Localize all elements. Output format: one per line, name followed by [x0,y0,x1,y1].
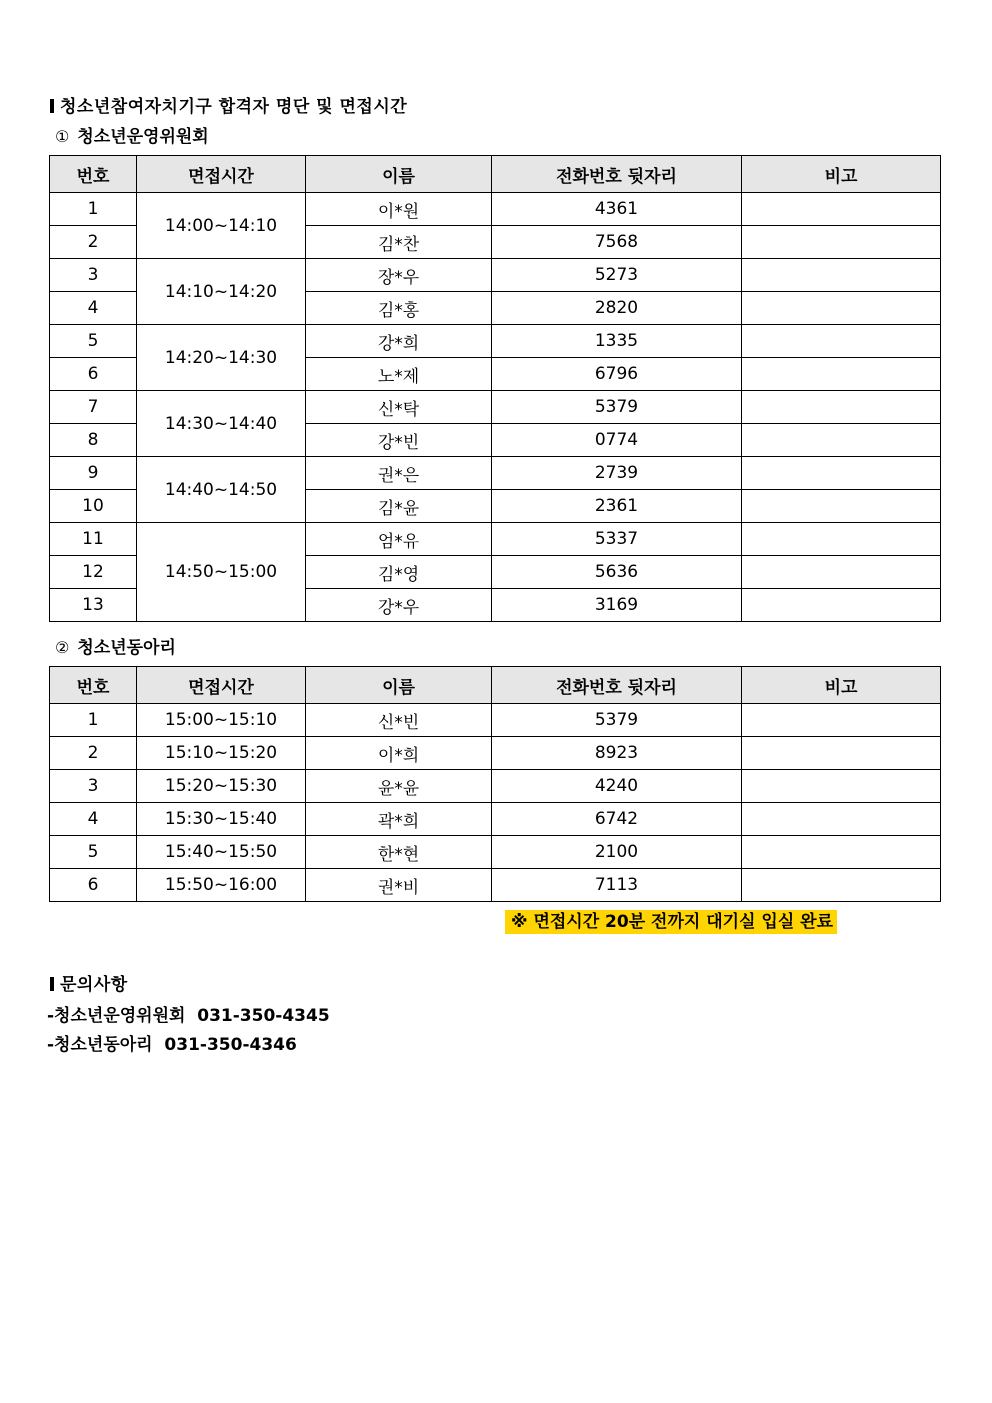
row-phone: 0774 [492,424,742,457]
section1-table [49,155,941,622]
page-title [50,92,407,117]
table-header-row [50,667,941,704]
row-note [742,193,941,226]
table-row [50,457,941,490]
interview-time: 14:10~14:20 [137,259,306,325]
row-phone: 2820 [492,292,742,325]
interview-time: 14:50~15:00 [137,523,306,622]
row-number: 4 [50,803,137,836]
row-note [742,737,941,770]
row-phone: 2739 [492,457,742,490]
row-number: 2 [50,226,137,259]
row-name: 장*우 [306,259,492,292]
header-note: 비고 [742,156,941,193]
interview-time: 15:30~15:40 [137,803,306,836]
section1-number: ① [55,127,70,146]
section2-table [49,666,941,902]
row-number: 1 [50,193,137,226]
interview-time: 14:00~14:10 [137,193,306,259]
row-phone: 7568 [492,226,742,259]
page-title-text: 청소년참여자치기구 합격자 명단 및 면접시간 [60,97,408,117]
row-number: 13 [50,589,137,622]
row-name: 김*영 [306,556,492,589]
interview-time: 15:10~15:20 [137,737,306,770]
row-phone: 5379 [492,704,742,737]
interview-time: 14:20~14:30 [137,325,306,391]
row-number: 6 [50,869,137,902]
section1-label: 청소년운영위원회 [77,127,209,147]
contact-line-committee: -청소년운영위원회 031-350-4345 [47,1006,330,1026]
row-note [742,259,941,292]
row-note [742,803,941,836]
table-row [50,869,941,902]
row-name: 이*희 [306,737,492,770]
interview-time: 15:20~15:30 [137,770,306,803]
row-phone: 4240 [492,770,742,803]
row-name: 이*원 [306,193,492,226]
row-phone: 5636 [492,556,742,589]
table-row [50,770,941,803]
row-name: 곽*희 [306,803,492,836]
row-note [742,391,941,424]
row-phone: 7113 [492,869,742,902]
header-time: 면접시간 [137,156,306,193]
row-number: 4 [50,292,137,325]
row-name: 김*윤 [306,490,492,523]
table-row [50,523,941,556]
table-row [50,704,941,737]
row-name: 김*찬 [306,226,492,259]
contact-line-club: -청소년동아리 031-350-4346 [47,1035,297,1055]
section2-label: 청소년동아리 [77,638,176,658]
header-phone: 전화번호 뒷자리 [492,667,742,704]
row-number: 5 [50,836,137,869]
row-phone: 8923 [492,737,742,770]
table-row [50,391,941,424]
header-number: 번호 [50,667,137,704]
row-number: 1 [50,704,137,737]
row-number: 7 [50,391,137,424]
row-phone: 1335 [492,325,742,358]
row-note [742,589,941,622]
row-number: 5 [50,325,137,358]
header-name: 이름 [306,667,492,704]
row-number: 3 [50,770,137,803]
row-name: 엄*유 [306,523,492,556]
row-number: 9 [50,457,137,490]
inquiry-title-text: 문의사항 [60,975,128,995]
row-note [742,226,941,259]
row-name: 권*비 [306,869,492,902]
notice-highlight: ※ 면접시간 20분 전까지 대기실 입실 완료 [505,910,837,934]
row-number: 6 [50,358,137,391]
table-row [50,325,941,358]
table-row [50,803,941,836]
table-row [50,193,941,226]
row-phone: 3169 [492,589,742,622]
row-phone: 6796 [492,358,742,391]
row-note [742,292,941,325]
row-phone: 2361 [492,490,742,523]
row-note [742,424,941,457]
row-number: 8 [50,424,137,457]
row-phone: 5337 [492,523,742,556]
row-name: 김*홍 [306,292,492,325]
table-row [50,259,941,292]
section2-number: ② [55,638,70,657]
interview-time: 14:30~14:40 [137,391,306,457]
header-name: 이름 [306,156,492,193]
row-name: 권*은 [306,457,492,490]
row-name: 윤*윤 [306,770,492,803]
header-time: 면접시간 [137,667,306,704]
header-number: 번호 [50,156,137,193]
header-phone: 전화번호 뒷자리 [492,156,742,193]
inquiry-bar-icon [50,977,54,991]
row-number: 12 [50,556,137,589]
row-number: 3 [50,259,137,292]
row-note [742,523,941,556]
row-note [742,869,941,902]
row-phone: 2100 [492,836,742,869]
section2-heading [55,633,176,658]
row-name: 강*우 [306,589,492,622]
row-number: 11 [50,523,137,556]
table-row [50,737,941,770]
row-phone: 5273 [492,259,742,292]
row-number: 10 [50,490,137,523]
row-phone: 6742 [492,803,742,836]
title-bar-icon [50,99,54,113]
row-name: 노*제 [306,358,492,391]
row-name: 한*현 [306,836,492,869]
row-note [742,358,941,391]
row-note [742,490,941,523]
row-name: 강*희 [306,325,492,358]
row-note [742,704,941,737]
row-note [742,457,941,490]
table-header-row [50,156,941,193]
row-name: 신*탁 [306,391,492,424]
inquiry-title [50,970,128,995]
interview-time: 15:40~15:50 [137,836,306,869]
row-phone: 4361 [492,193,742,226]
row-note [742,770,941,803]
header-note: 비고 [742,667,941,704]
row-phone: 5379 [492,391,742,424]
row-note [742,556,941,589]
row-number: 2 [50,737,137,770]
row-name: 신*빈 [306,704,492,737]
row-note [742,836,941,869]
row-name: 강*빈 [306,424,492,457]
section1-heading [55,122,209,147]
table-row [50,836,941,869]
interview-time: 15:00~15:10 [137,704,306,737]
interview-time: 14:40~14:50 [137,457,306,523]
interview-time: 15:50~16:00 [137,869,306,902]
row-note [742,325,941,358]
